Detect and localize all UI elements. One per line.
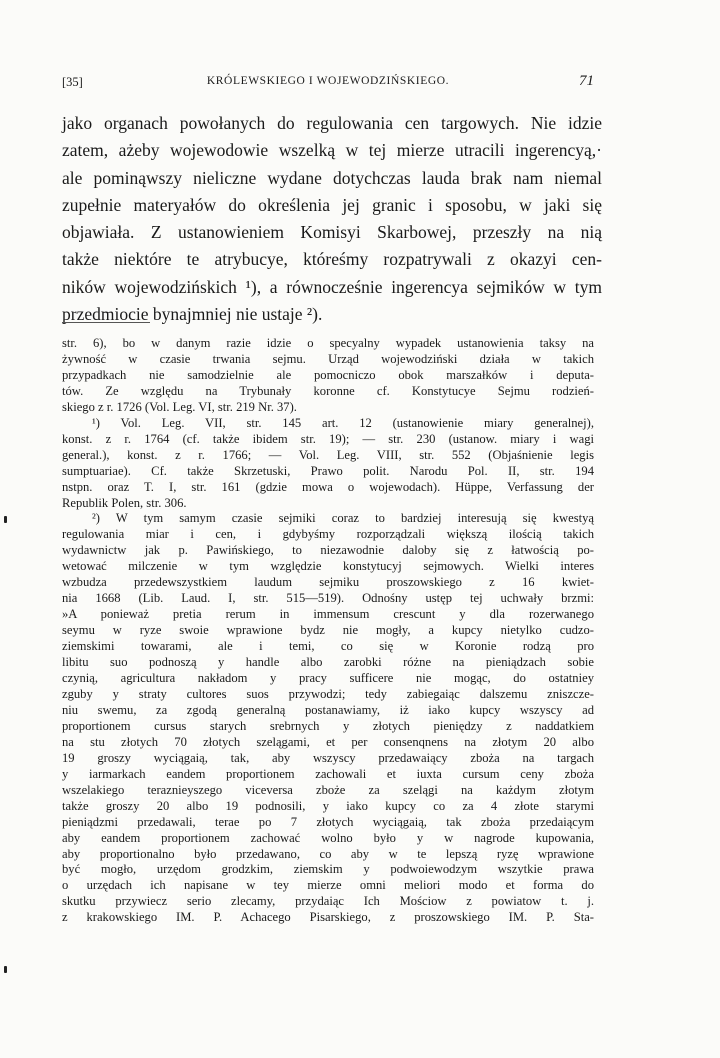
page-number: 71 — [579, 73, 594, 89]
footnote-line: skutku przywiecz serio zlecamy, przydaiąc Ich Mościow z powiatow t. j. — [62, 894, 594, 909]
text-line: ników wojewodzińskich ¹), a równocześnie ingerencya sejmików w tym — [62, 276, 602, 297]
footnote-line: zguby y straty cultores suos przywodzi; tedy zabiegaiąc dalszemu zniszcze- — [62, 686, 594, 701]
footnote-line: żywność w czasie trwania sejmu. Urząd wojewodziński działa w takich — [62, 351, 594, 366]
footnote-line: wzbudza przedewszystkiem laudum sejmiku proszowskiego z 16 kwiet- — [62, 575, 594, 590]
text-line: ale pominąwszy nieliczne wydane dotychczas lauda brak nam niemal — [62, 167, 602, 188]
footnote-line: ¹) Vol. Leg. VII, str. 145 art. 12 (ustanowienie miary generalnej), — [92, 415, 594, 430]
section-number: [35] — [62, 75, 83, 89]
scan-mark — [4, 516, 7, 523]
footnote-line: wetować milczenie w tym względzie konstytucyj sejmowych. Wielki interes — [62, 559, 594, 574]
text-line: zupełnie materyałów do określenia jej granic i sposobu, w jaki się — [62, 194, 602, 215]
footnote-separator — [62, 322, 150, 323]
footnote-line: niu swemu, za zgodą generalną postanawiamy, iż iako kupcy wszyscy ad — [62, 702, 594, 717]
text-line: przedmiocie bynajmniej nie ustaje ²). — [62, 304, 323, 325]
footnote-line: na stu złotych 70 złotych szelągami, et per consenqnens na złotym 20 albo — [62, 734, 594, 749]
footnote-line: libitu suo podnoszą y handle albo zarobki różne na pieniądzach sobie — [62, 655, 594, 670]
text-line: także niektóre te atrybucye, któreśmy rozpatrywali z okazyi cen- — [62, 249, 602, 270]
footnote-line: ²) W tym samym czasie sejmiki coraz to bardziej interesują się kwestyą — [92, 511, 594, 526]
footnote-line: ziemskimi towarami, ale i temi, co się w Koronie rodzą pro — [62, 639, 594, 654]
text-line: objawiała. Z ustanowieniem Komisyi Skarbowej, przeszły na nią — [62, 222, 602, 243]
footnote-line: tów. Ze względu na Trybunały koronne cf. Konstytucye Sejmu rodzień- — [62, 383, 594, 398]
footnote-line: proportionem cursus starych srebrnych y złotych pieniędzy z naddatkiem — [62, 718, 594, 733]
footnote-line: nia 1668 (Lib. Laud. I, str. 515—519). Odnośny ustęp tej uchwały brzmi: — [62, 591, 594, 606]
text-line: jako organach powołanych do regulowania cen targowych. Nie idzie — [62, 113, 602, 133]
footnote-line: str. 6), bo w danym razie idzie o specyalny wypadek ustanowienia taksy na — [62, 336, 594, 350]
footnote-line: Republik Polen, str. 306. — [62, 495, 187, 510]
footnote-line: 19 groszy wyciągaią, tak, aby wszyscy przedawaiący zboża na targach — [62, 750, 594, 765]
footnote-line: aby eandem proportionem zachować wolno było y w nagrode kupowania, — [62, 830, 594, 845]
main-paragraph — [62, 110, 602, 328]
footnote-line: o urzędach ich napisane w tey mierze omni meliori modo et forma do — [62, 878, 594, 893]
footnotes — [62, 336, 594, 926]
footnote-line: konst. z r. 1764 (cf. także ibidem str. 19); — str. 230 (ustanow. miary i wagi — [62, 431, 594, 446]
footnote-line: także groszy 20 albo 19 podnosili, y iako kupcy co za 4 złote starymi — [62, 798, 594, 813]
footnote-line: seymu w ryze swoie wprawione bydz nie mogły, a kupcy nietylko cudzo- — [62, 623, 594, 638]
footnote-line: wszelakiego teraznieyszego viceversa zboże za szelągi na każdym złotym — [62, 782, 594, 797]
footnote-line: być mogło, urzędom grodzkim, ziemskim y podwoiewodzym wszytkie prawa — [62, 862, 594, 877]
footnote-line: aby proportionalno było przedawano, co aby w te lepszą ryzę wprawione — [62, 846, 594, 861]
footnote-line: general.), konst. z r. 1766; — Vol. Leg. VIII, str. 552 (Objaśnienie legis — [62, 447, 594, 462]
running-title: KRÓLEWSKIEGO I WOJEWODZIŃSKIEGO. — [206, 75, 450, 87]
footnote-line: nstpn. oraz T. I, str. 161 (gdzie mowa o wojewodach). Hüppe, Verfassung der — [62, 479, 594, 494]
footnote-line: »A ponieważ pretia rerum in immensum crescunt y dla rozerwanego — [62, 607, 594, 622]
footnote-line: sumptuariae). Cf. także Skrzetuski, Prawo polit. Narodu Pol. II, str. 194 — [62, 463, 594, 478]
footnote-line: z krakowskiego IM. P. Achacego Pisarskiego, z proszowskiego IM. P. Sta- — [62, 910, 594, 925]
scan-mark — [4, 966, 7, 973]
footnote-line: przypadkach nie samodzielnie ale pomocniczo obok marszałków i deputa- — [62, 367, 594, 382]
footnote-line: czynią, agricultura nakładom y pracy sufficere nie mogąc, do ostatniey — [62, 671, 594, 686]
footnote-line: y iarmarkach eandem proportionem zachowali et iuxta cursum ceny zboża — [62, 766, 594, 781]
footnote-line: regulowania miar i cen, i gdybyśmy rozporządzali większą ilością takich — [62, 527, 594, 542]
running-header — [62, 75, 594, 97]
footnote-line: wydawnictw jak p. Pawińskiego, to niezawodnie daloby się z łatwością po- — [62, 543, 594, 558]
footnote-line: pieniądzmi przedawali, terae po 7 złotych wyciągaią, tak zboża przedaiącym — [62, 814, 594, 829]
footnote-line: skiego z r. 1726 (Vol. Leg. VI, str. 219 Nr. 37). — [62, 399, 297, 414]
text-line: zatem, ażeby wojewodowie wszelką w tej mierze utracili ingerencyą,· — [62, 140, 602, 161]
